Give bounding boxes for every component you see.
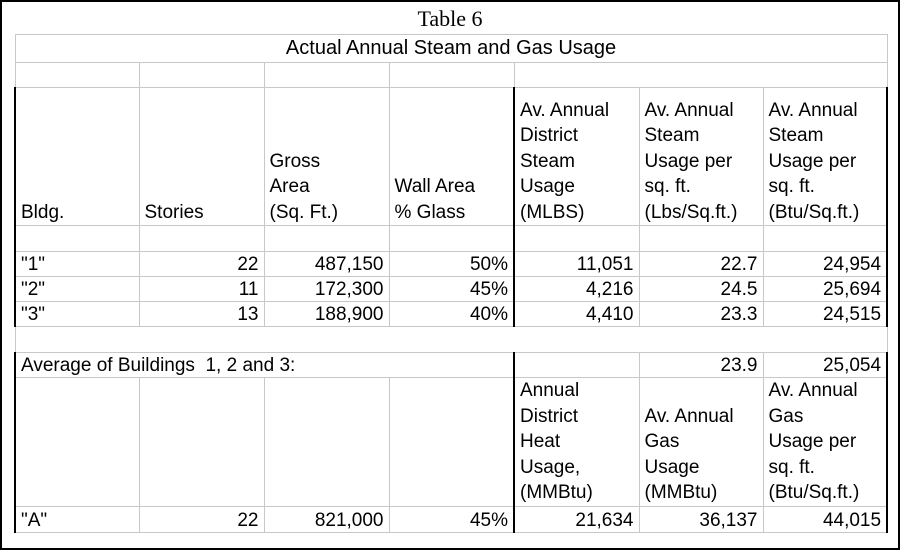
header-wall-area: Wall Area % Glass (389, 88, 514, 226)
cell-btu-sqft: 24,515 (763, 302, 887, 327)
header-steam-usage: Av. Annual District Steam Usage (MLBS) (514, 88, 639, 226)
table-row (15, 252, 887, 277)
usage-table (14, 34, 888, 533)
average-lbs-sqft: 23.9 (639, 353, 763, 378)
header-bldg: Bldg. (15, 88, 139, 226)
cell-stories: 22 (139, 506, 264, 532)
header-heat-usage: Annual District Heat Usage, (MMBtu) (514, 378, 639, 507)
header-steam-lbs-per-sqft: Av. Annual Steam Usage per sq. ft. (Lbs/Sq.ft.) (639, 88, 763, 226)
header-gas-usage: Av. Annual Gas Usage (MMBtu) (639, 378, 763, 507)
blank-row (15, 327, 887, 353)
cell-stories: 13 (139, 302, 264, 327)
cell-gross-area: 487,150 (264, 252, 389, 277)
table-caption: Table 6 (417, 6, 483, 31)
gas-header-row (15, 378, 887, 507)
blank-row (15, 226, 887, 252)
steam-header-row (15, 88, 887, 226)
cell-btu-sqft: 25,694 (763, 277, 887, 302)
table-title: Actual Annual Steam and Gas Usage (15, 35, 887, 63)
cell-glass: 45% (389, 277, 514, 302)
cell-steam-usage: 4,410 (514, 302, 639, 327)
cell-glass: 50% (389, 252, 514, 277)
table-row (15, 302, 887, 327)
cell-gas-per-sqft: 44,015 (763, 506, 887, 532)
average-btu-sqft: 25,054 (763, 353, 887, 378)
cell-bldg: "2" (15, 277, 139, 302)
cell-lbs-sqft: 23.3 (639, 302, 763, 327)
gas-row (15, 506, 887, 532)
spacer-row (15, 63, 887, 88)
average-row (15, 353, 887, 378)
cell-gas-usage: 36,137 (639, 506, 763, 532)
cell-gross-area: 172,300 (264, 277, 389, 302)
cell-bldg: "A" (15, 506, 139, 532)
header-stories: Stories (139, 88, 264, 226)
cell-bldg: "1" (15, 252, 139, 277)
header-steam-btu-per-sqft: Av. Annual Steam Usage per sq. ft. (Btu/Sq.ft.) (763, 88, 887, 226)
table-row (15, 277, 887, 302)
cell-glass: 45% (389, 506, 514, 532)
cell-glass: 40% (389, 302, 514, 327)
cell-lbs-sqft: 24.5 (639, 277, 763, 302)
cell-btu-sqft: 24,954 (763, 252, 887, 277)
header-gross-area: Gross Area (Sq. Ft.) (264, 88, 389, 226)
cell-lbs-sqft: 22.7 (639, 252, 763, 277)
cell-bldg: "3" (15, 302, 139, 327)
header-gas-per-sqft: Av. Annual Gas Usage per sq. ft. (Btu/Sq.ft.) (763, 378, 887, 507)
cell-steam-usage: 4,216 (514, 277, 639, 302)
cell-steam-usage: 11,051 (514, 252, 639, 277)
cell-heat-usage: 21,634 (514, 506, 639, 532)
cell-stories: 22 (139, 252, 264, 277)
average-label: Average of Buildings 1, 2 and 3: (15, 353, 514, 378)
cell-gross-area: 188,900 (264, 302, 389, 327)
cell-gross-area: 821,000 (264, 506, 389, 532)
cell-stories: 11 (139, 277, 264, 302)
